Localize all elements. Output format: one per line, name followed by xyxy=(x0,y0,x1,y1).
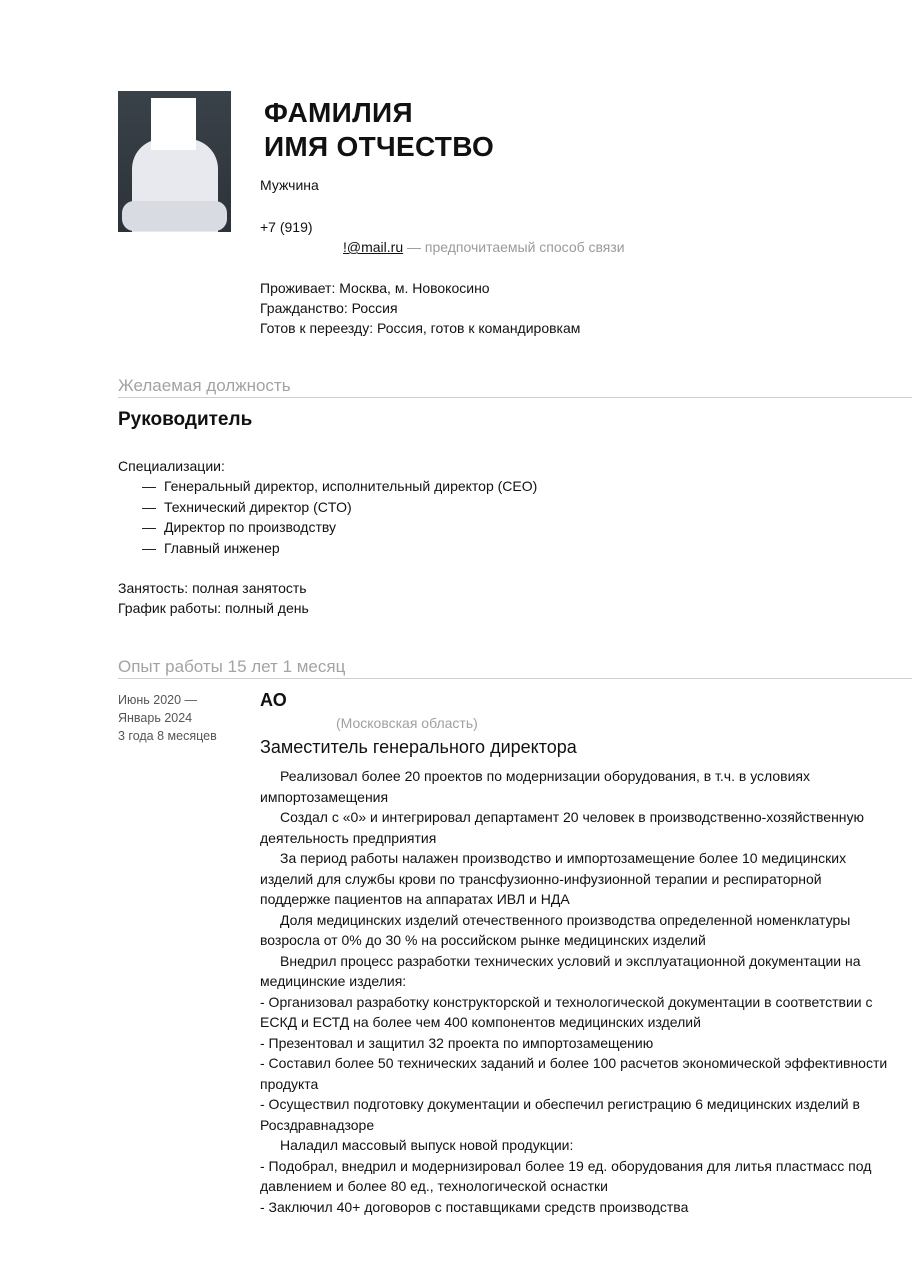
description-line: - Осуществил подготовку документации и обеспечил регистрацию 6 медицинских изделий в Росздравнадзоре xyxy=(260,1096,860,1133)
relocation: Готов к переезду: Россия, готов к командировкам xyxy=(260,320,581,336)
employment: Занятость: полная занятость xyxy=(118,580,307,596)
description-line: - Организовал разработку конструкторской и технологической документации в соответствии с ЕСКД и ЕСТД на более чем 400 компонентов медицинских изделий xyxy=(260,993,873,1030)
residence: Проживает: Москва, м. Новокосино xyxy=(260,280,490,296)
description-line: Доля медицинских изделий отечественного производства определенной номенклатуры возросла от 0% до 30 % на российском рынке медицинских изделий xyxy=(260,911,851,948)
list-item: — Директор по производству xyxy=(142,519,336,535)
description-line: Реализовал более 20 проектов по модернизации оборудования, в т.ч. в условиях импортозамещения xyxy=(260,768,811,805)
description-line: - Составил более 50 технических заданий и более 100 расчетов экономической эффективности продукта xyxy=(260,1055,888,1092)
section-divider xyxy=(118,678,912,679)
description-line: Внедрил процесс разработки технических условий и эксплуатационной документации на медицинские изделия: xyxy=(260,952,861,989)
job-duration: 3 года 8 месяцев xyxy=(118,729,217,743)
name-line-2: ИМЯ ОТЧЕСТВО xyxy=(264,131,495,162)
job-dates xyxy=(118,691,238,745)
phone[interactable]: +7 (919) xyxy=(260,219,313,235)
job-date-from: Июнь 2020 — xyxy=(118,693,198,707)
desired-position-title: Руководитель xyxy=(118,409,253,430)
description-line: Наладил массовый выпуск новой продукции: xyxy=(280,1137,574,1153)
name-line-1: ФАМИЛИЯ xyxy=(264,97,413,128)
description-line: - Заключил 40+ договоров с поставщиками средств производства xyxy=(260,1198,689,1215)
profile-photo xyxy=(118,91,231,232)
job-position: Заместитель генерального директора xyxy=(260,737,577,757)
description-line: - Презентовал и защитил 32 проекта по импортозамещению xyxy=(260,1034,654,1051)
redacted-face xyxy=(151,98,196,150)
schedule: График работы: полный день xyxy=(118,600,309,616)
description-line: За период работы налажен производство и импортозамещение более 10 медицинских изделий для службы крови по трансфузионно-инфузионной терапии и респираторной поддержке пациентов на аппаратах ИВЛ и НДА xyxy=(260,850,847,907)
email-row xyxy=(343,237,625,257)
section-divider xyxy=(118,397,912,398)
gender: Мужчина xyxy=(260,177,319,193)
specializations-label: Специализации: xyxy=(118,458,225,474)
list-item: — Технический директор (CTO) xyxy=(142,498,352,515)
description-line: - Подобрал, внедрил и модернизировал более 19 ед. оборудования для литья пластмасс под давлением и более 80 ед., технологической оснастки xyxy=(260,1157,872,1194)
company-region: (Московская область) xyxy=(336,715,478,731)
company-name: АО xyxy=(260,690,287,710)
email-note: — предпочитаемый способ связи xyxy=(407,239,625,255)
candidate-name xyxy=(264,96,494,164)
photo-arms xyxy=(122,201,227,231)
email-link[interactable]: !@mail.ru xyxy=(343,239,404,255)
citizenship: Гражданство: Россия xyxy=(260,300,398,316)
description-line: Создал с «0» и интегрировал департамент 20 человек в производственно-хозяйственную деятельность предприятия xyxy=(260,809,865,846)
experience-heading: Опыт работы 15 лет 1 месяц xyxy=(118,657,346,676)
job-description xyxy=(260,766,890,1217)
job-date-to: Январь 2024 xyxy=(118,711,193,725)
list-item: — Генеральный директор, исполнительный директор (CEO) xyxy=(142,478,538,494)
desired-position-heading: Желаемая должность xyxy=(118,376,291,395)
list-item: — Главный инженер xyxy=(142,539,280,556)
specializations-list xyxy=(118,476,537,558)
